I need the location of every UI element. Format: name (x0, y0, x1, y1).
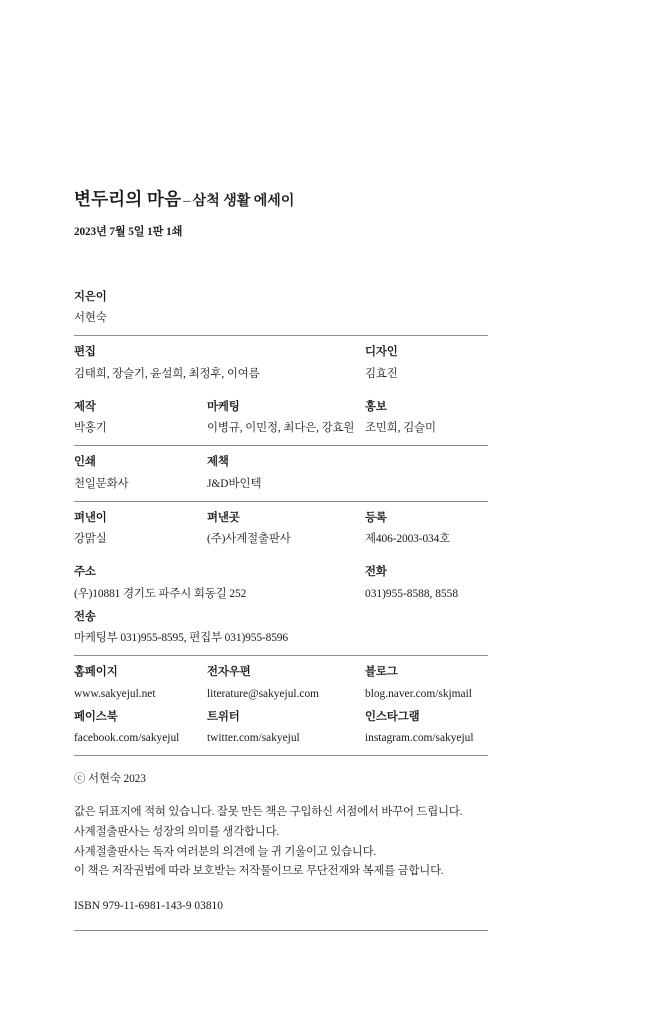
author-cell (74, 290, 365, 326)
binding-cell (207, 455, 365, 491)
credit-row (74, 610, 488, 646)
credit-block-production (74, 391, 488, 446)
publisher-label: 펴낸이 (74, 511, 107, 524)
instagram-value[interactable]: instagram.com/sakyejul (365, 732, 474, 745)
print-cell (74, 455, 207, 491)
press-value: (주)사계절출판사 (207, 533, 291, 546)
isbn-line: ISBN 979-11-6981-143-9 03810 (74, 899, 223, 912)
credit-block-printing (74, 446, 488, 501)
divider (74, 930, 488, 931)
credits-table (74, 281, 488, 757)
email-cell (207, 665, 365, 701)
edition-line: 2023년 7월 5일 1판 1쇄 (74, 225, 183, 238)
list-item: 값은 뒤표지에 적혀 있습니다. 잘못 만든 책은 구입하신 서점에서 바꾸어 드립니다. (74, 806, 463, 819)
edit-value: 김태희, 장슬기, 윤설희, 최정후, 이여름 (74, 367, 260, 380)
twitter-value[interactable]: twitter.com/sakyejul (207, 732, 300, 745)
page-title (74, 188, 488, 212)
pr-value: 조민희, 김슬미 (365, 422, 436, 435)
email-value[interactable]: literature@sakyejul.com (207, 687, 320, 700)
credit-row (74, 710, 488, 746)
author-value: 서현숙 (74, 312, 107, 325)
address-value: (우)10881 경기도 파주시 회동길 252 (74, 587, 247, 600)
instagram-cell (365, 710, 488, 746)
fax-value: 마케팅부 031)955-8595, 편집부 031)955-8596 (74, 632, 288, 645)
binding-label: 제책 (207, 456, 229, 469)
title-block (74, 0, 488, 239)
credit-row (74, 290, 488, 326)
fax-cell (74, 610, 365, 646)
facebook-label: 페이스북 (74, 710, 118, 723)
pr-label: 홍보 (365, 400, 387, 413)
press-cell (207, 511, 365, 547)
marketing-label: 마케팅 (207, 400, 240, 413)
binding-value: J&D바인텍 (207, 477, 262, 490)
credit-row (74, 511, 488, 547)
phone-label: 전화 (365, 566, 387, 579)
edit-cell (74, 345, 365, 381)
credit-row (74, 565, 488, 601)
credit-row (74, 665, 488, 701)
design-label: 디자인 (365, 346, 398, 359)
list-item: 이 책은 저작권법에 따라 보호받는 저작물이므로 무단전재와 복제를 금합니다. (74, 865, 444, 878)
homepage-cell (74, 665, 207, 701)
colophon-page (74, 0, 488, 931)
production-value: 박홍기 (74, 422, 107, 435)
credit-block-author (74, 281, 488, 336)
marketing-cell (207, 400, 365, 436)
credit-row (74, 345, 488, 381)
credit-row (74, 455, 488, 491)
blog-label: 블로그 (365, 666, 398, 679)
blog-value[interactable]: blog.naver.com/skjmail (365, 687, 472, 700)
list-item: 사계절출판사는 성장의 의미를 생각합니다. (74, 826, 280, 838)
marketing-value: 이병규, 이민정, 최다은, 강효원 (207, 422, 355, 435)
registration-value: 제406-2003-034호 (365, 533, 451, 546)
email-label: 전자우편 (207, 666, 251, 679)
list-item: 사계절출판사는 독자 여러분의 의견에 늘 귀 기울이고 있습니다. (74, 845, 377, 858)
instagram-label: 인스타그램 (365, 710, 420, 723)
address-label: 주소 (74, 566, 96, 579)
print-label: 인쇄 (74, 456, 96, 469)
legal-block (74, 756, 488, 911)
print-value: 천일문화사 (74, 477, 129, 490)
credit-block-contact (74, 556, 488, 655)
blog-cell (365, 665, 488, 701)
credit-block-editorial (74, 336, 488, 391)
design-cell (365, 345, 488, 381)
publisher-value: 강맑실 (74, 533, 107, 546)
book-subtitle: 삼척 생활 에세이 (192, 194, 295, 209)
pr-cell (365, 400, 488, 436)
homepage-label: 홈페이지 (74, 666, 118, 679)
credit-block-online (74, 656, 488, 755)
address-cell (74, 565, 365, 601)
facebook-value[interactable]: facebook.com/sakyejul (74, 732, 180, 745)
credit-row (74, 400, 488, 436)
notice-list (74, 803, 488, 881)
edit-label: 편집 (74, 346, 96, 359)
author-label: 지은이 (74, 290, 107, 303)
fax-label: 전송 (74, 610, 96, 623)
homepage-value[interactable]: www.sakyejul.net (74, 687, 156, 700)
book-title-main: 변두리의 마음 (74, 189, 182, 209)
title-dash: – (183, 193, 191, 209)
credit-block-publisher (74, 502, 488, 557)
registration-cell (365, 511, 488, 547)
facebook-cell (74, 710, 207, 746)
copyright-line: ⓒ 서현숙 2023 (74, 773, 146, 786)
phone-cell (365, 565, 488, 601)
twitter-label: 트위터 (207, 710, 240, 723)
production-cell (74, 400, 207, 436)
production-label: 제작 (74, 400, 96, 413)
press-label: 펴낸곳 (207, 511, 240, 524)
twitter-cell (207, 710, 365, 746)
registration-label: 등록 (365, 511, 387, 524)
design-value: 김효진 (365, 367, 398, 380)
phone-value: 031)955-8588, 8558 (365, 587, 459, 600)
publisher-cell (74, 511, 207, 547)
